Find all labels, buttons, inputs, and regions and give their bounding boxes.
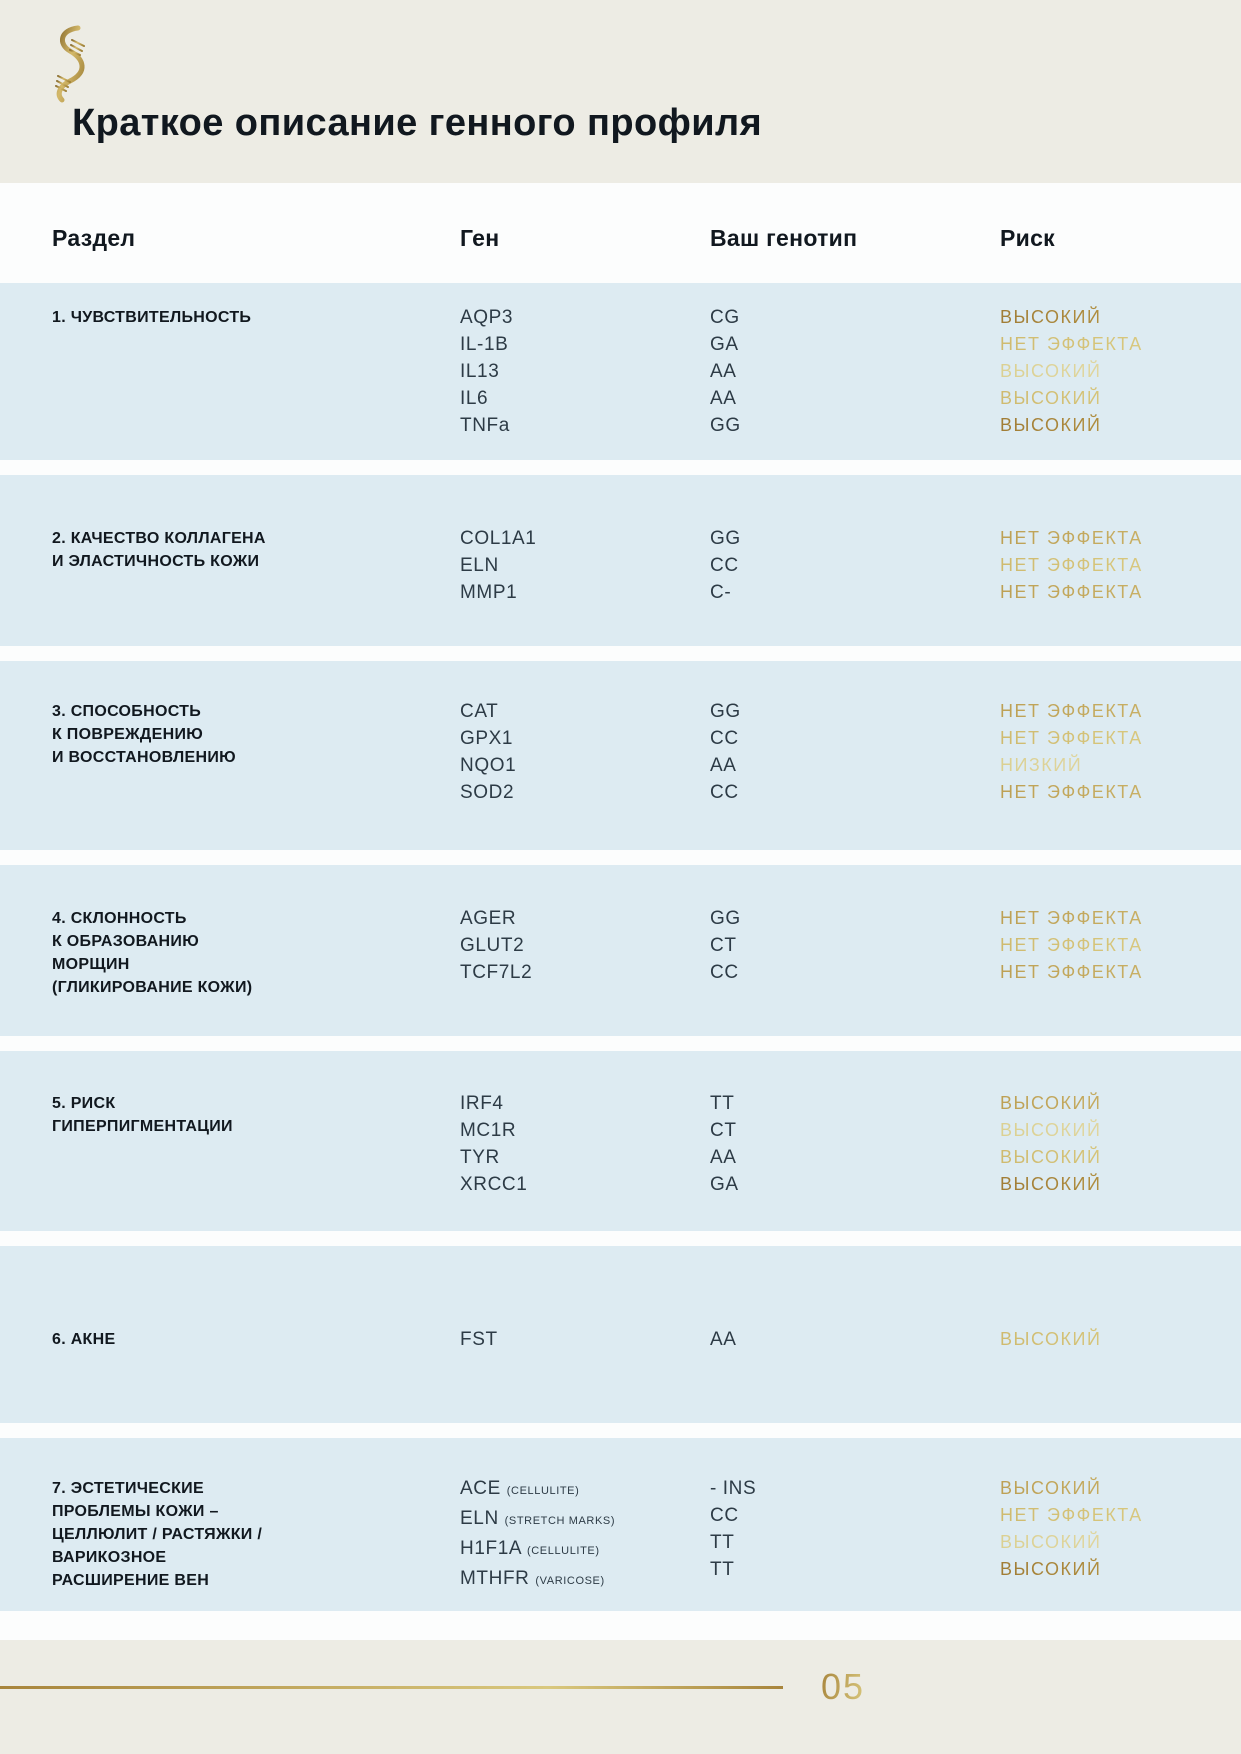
gene-name: IL6: [460, 388, 489, 409]
section-title-line: ВАРИКОЗНОЕ: [52, 1549, 167, 1566]
section-genotypes: [710, 304, 1000, 439]
gene-row: [460, 1117, 710, 1144]
risk-value: НЕТ ЭФФЕКТА: [1000, 698, 1241, 725]
section-title-line: И ЭЛАСТИЧНОСТЬ КОЖИ: [52, 553, 260, 570]
gene-row: [460, 331, 710, 358]
risk-value: ВЫСОКИЙ: [1000, 1326, 1241, 1353]
section-risks: [1000, 1475, 1241, 1583]
gene-note: (STRETCH MARKS): [504, 1515, 616, 1527]
gene-name: XRCC1: [460, 1174, 528, 1195]
risk-value: НЕТ ЭФФЕКТА: [1000, 932, 1241, 959]
risk-value: ВЫСОКИЙ: [1000, 1144, 1241, 1171]
gene-name: IL-1B: [460, 334, 509, 355]
section-genes: [460, 1475, 710, 1595]
gene-row: [460, 932, 710, 959]
section-band: [0, 1246, 1241, 1423]
section-genotypes: [710, 1326, 1000, 1353]
column-header-risk: Риск: [1000, 225, 1055, 251]
genotype-value: C-: [710, 582, 732, 603]
section-risks: [1000, 698, 1241, 806]
gene-name: MTHFR: [460, 1568, 530, 1589]
section-band: [0, 283, 1241, 460]
section-title-line: К ОБРАЗОВАНИЮ: [52, 933, 200, 950]
section-title-line: 7. ЭСТЕТИЧЕСКИЕ: [52, 1480, 204, 1497]
column-header-genotype: Ваш генотип: [710, 225, 858, 251]
risk-value: ВЫСОКИЙ: [1000, 1090, 1241, 1117]
gene-row: [460, 1565, 710, 1595]
section-title-line: 2. КАЧЕСТВО КОЛЛАГЕНА: [52, 530, 266, 547]
gene-name: MMP1: [460, 582, 518, 603]
gene-row: [460, 1535, 710, 1565]
section-band: [0, 865, 1241, 1036]
gene-name: TCF7L2: [460, 962, 533, 983]
section-title-line: 1. ЧУВСТВИТЕЛЬНОСТЬ: [52, 309, 252, 326]
section-genotypes: [710, 698, 1000, 806]
gene-row: [460, 304, 710, 331]
risk-value: НЕТ ЭФФЕКТА: [1000, 779, 1241, 806]
section-title-line: МОРЩИН: [52, 956, 130, 973]
risk-value: ВЫСОКИЙ: [1000, 412, 1241, 439]
section-title-line: 3. СПОСОБНОСТЬ: [52, 703, 202, 720]
risk-value: ВЫСОКИЙ: [1000, 1475, 1241, 1502]
genotype-value: GG: [710, 701, 741, 722]
risk-value: НИЗКИЙ: [1000, 752, 1241, 779]
gene-name: GPX1: [460, 728, 514, 749]
section-band: [0, 661, 1241, 850]
genotype-value: - INS: [710, 1478, 757, 1499]
gene-row: [460, 1144, 710, 1171]
section-title-line: ГИПЕРПИГМЕНТАЦИИ: [52, 1118, 233, 1135]
section-risks: [1000, 304, 1241, 439]
genotype-value: TT: [710, 1093, 735, 1114]
genotype-value: AA: [710, 388, 737, 409]
risk-value: ВЫСОКИЙ: [1000, 304, 1241, 331]
genotype-value: AA: [710, 1147, 737, 1168]
risk-value: ВЫСОКИЙ: [1000, 1117, 1241, 1144]
gene-name: MC1R: [460, 1120, 517, 1141]
gene-row: [460, 752, 710, 779]
genotype-value: CC: [710, 782, 739, 803]
genotype-value: CC: [710, 555, 739, 576]
section-risks: [1000, 1326, 1241, 1353]
section-title-line: ПРОБЛЕМЫ КОЖИ –: [52, 1503, 219, 1520]
genotype-value: TT: [710, 1532, 735, 1553]
risk-value: НЕТ ЭФФЕКТА: [1000, 579, 1241, 606]
risk-value: ВЫСОКИЙ: [1000, 358, 1241, 385]
genotype-value: GG: [710, 528, 741, 549]
page-header: [0, 0, 1241, 183]
gene-name: FST: [460, 1329, 498, 1350]
gene-row: [460, 1326, 710, 1353]
section-band: [0, 1051, 1241, 1231]
gene-row: [460, 1505, 710, 1535]
gene-name: ELN: [460, 1508, 499, 1529]
dna-helix-icon: [44, 24, 96, 104]
gene-name: SOD2: [460, 782, 515, 803]
section-title-line: 6. АКНЕ: [52, 1331, 116, 1348]
risk-value: НЕТ ЭФФЕКТА: [1000, 552, 1241, 579]
genotype-value: AA: [710, 755, 737, 776]
gene-row: [460, 698, 710, 725]
gene-name: COL1A1: [460, 528, 537, 549]
section-genes: [460, 698, 710, 806]
gene-row: [460, 412, 710, 439]
genotype-value: TT: [710, 1559, 735, 1580]
gene-row: [460, 725, 710, 752]
section-genotypes: [710, 525, 1000, 606]
section-risks: [1000, 525, 1241, 606]
section-title-line: 4. СКЛОННОСТЬ: [52, 910, 187, 927]
section-genes: [460, 1090, 710, 1198]
gene-name: IL13: [460, 361, 500, 382]
genotype-value: CT: [710, 935, 737, 956]
gene-note: (CELLULITE): [506, 1485, 580, 1497]
section-genes: [460, 1326, 710, 1353]
section-title-line: К ПОВРЕЖДЕНИЮ: [52, 726, 204, 743]
genotype-value: CC: [710, 962, 739, 983]
gene-note: (CELLULITE): [526, 1545, 600, 1557]
section-genes: [460, 905, 710, 986]
table-header-row: [0, 183, 1241, 283]
gene-name: TYR: [460, 1147, 500, 1168]
section-title: [52, 698, 460, 769]
sections: [0, 283, 1241, 1611]
genotype-value: GG: [710, 415, 741, 436]
section-genotypes: [710, 905, 1000, 986]
gene-row: [460, 1475, 710, 1505]
risk-value: ВЫСОКИЙ: [1000, 385, 1241, 412]
gene-row: [460, 905, 710, 932]
gene-name: CAT: [460, 701, 499, 722]
gene-row: [460, 525, 710, 552]
gene-name: GLUT2: [460, 935, 525, 956]
genotype-value: AA: [710, 361, 737, 382]
risk-value: НЕТ ЭФФЕКТА: [1000, 959, 1241, 986]
gene-note: (VARICOSE): [535, 1575, 605, 1587]
risk-value: ВЫСОКИЙ: [1000, 1529, 1241, 1556]
genotype-value: GA: [710, 1174, 739, 1195]
risk-value: НЕТ ЭФФЕКТА: [1000, 905, 1241, 932]
section-title-line: ЦЕЛЛЮЛИТ / РАСТЯЖКИ /: [52, 1526, 263, 1543]
gene-row: [460, 959, 710, 986]
gene-name: AQP3: [460, 307, 514, 328]
section-title: [52, 525, 460, 573]
section-title-line: 5. РИСК: [52, 1095, 116, 1112]
risk-value: ВЫСОКИЙ: [1000, 1556, 1241, 1583]
section-title-line: (ГЛИКИРОВАНИЕ КОЖИ): [52, 979, 253, 996]
genotype-value: CC: [710, 1505, 739, 1526]
genotype-value: GG: [710, 908, 741, 929]
section-title-line: И ВОССТАНОВЛЕНИЮ: [52, 749, 236, 766]
gene-row: [460, 579, 710, 606]
genotype-value: CT: [710, 1120, 737, 1141]
section-genotypes: [710, 1475, 1000, 1583]
section-genotypes: [710, 1090, 1000, 1198]
genotype-value: CG: [710, 307, 740, 328]
section-title: [52, 1090, 460, 1138]
risk-value: ВЫСОКИЙ: [1000, 1171, 1241, 1198]
risk-value: НЕТ ЭФФЕКТА: [1000, 1502, 1241, 1529]
section-genes: [460, 525, 710, 606]
section-title: [52, 1326, 460, 1351]
gene-row: [460, 358, 710, 385]
section-risks: [1000, 905, 1241, 986]
gene-name: ELN: [460, 555, 499, 576]
section-title: [52, 905, 460, 999]
section-risks: [1000, 1090, 1241, 1198]
gene-row: [460, 779, 710, 806]
footer-rule: [0, 1686, 783, 1689]
page-footer: [0, 1640, 1241, 1754]
genotype-value: CC: [710, 728, 739, 749]
gene-name: IRF4: [460, 1093, 504, 1114]
gene-profile-table: [0, 183, 1241, 1640]
page-number: 05: [821, 1666, 866, 1707]
column-header-gene: Ген: [460, 225, 500, 251]
genotype-value: GA: [710, 334, 739, 355]
section-genes: [460, 304, 710, 439]
gene-name: H1F1A: [460, 1538, 522, 1559]
gene-name: TNFa: [460, 415, 510, 436]
risk-value: НЕТ ЭФФЕКТА: [1000, 525, 1241, 552]
section-title: [52, 1475, 460, 1592]
section-band: [0, 475, 1241, 646]
page-title: Краткое описание генного профиля: [72, 102, 763, 144]
gene-row: [460, 1090, 710, 1117]
risk-value: НЕТ ЭФФЕКТА: [1000, 331, 1241, 358]
section-title: [52, 304, 460, 329]
column-header-section: Раздел: [52, 225, 136, 251]
gene-name: ACE: [460, 1478, 501, 1499]
gene-row: [460, 385, 710, 412]
gene-name: NQO1: [460, 755, 517, 776]
gene-row: [460, 1171, 710, 1198]
section-band: [0, 1438, 1241, 1611]
gene-row: [460, 552, 710, 579]
section-title-line: РАСШИРЕНИЕ ВЕН: [52, 1572, 210, 1589]
gene-name: AGER: [460, 908, 517, 929]
risk-value: НЕТ ЭФФЕКТА: [1000, 725, 1241, 752]
genotype-value: AA: [710, 1329, 737, 1350]
